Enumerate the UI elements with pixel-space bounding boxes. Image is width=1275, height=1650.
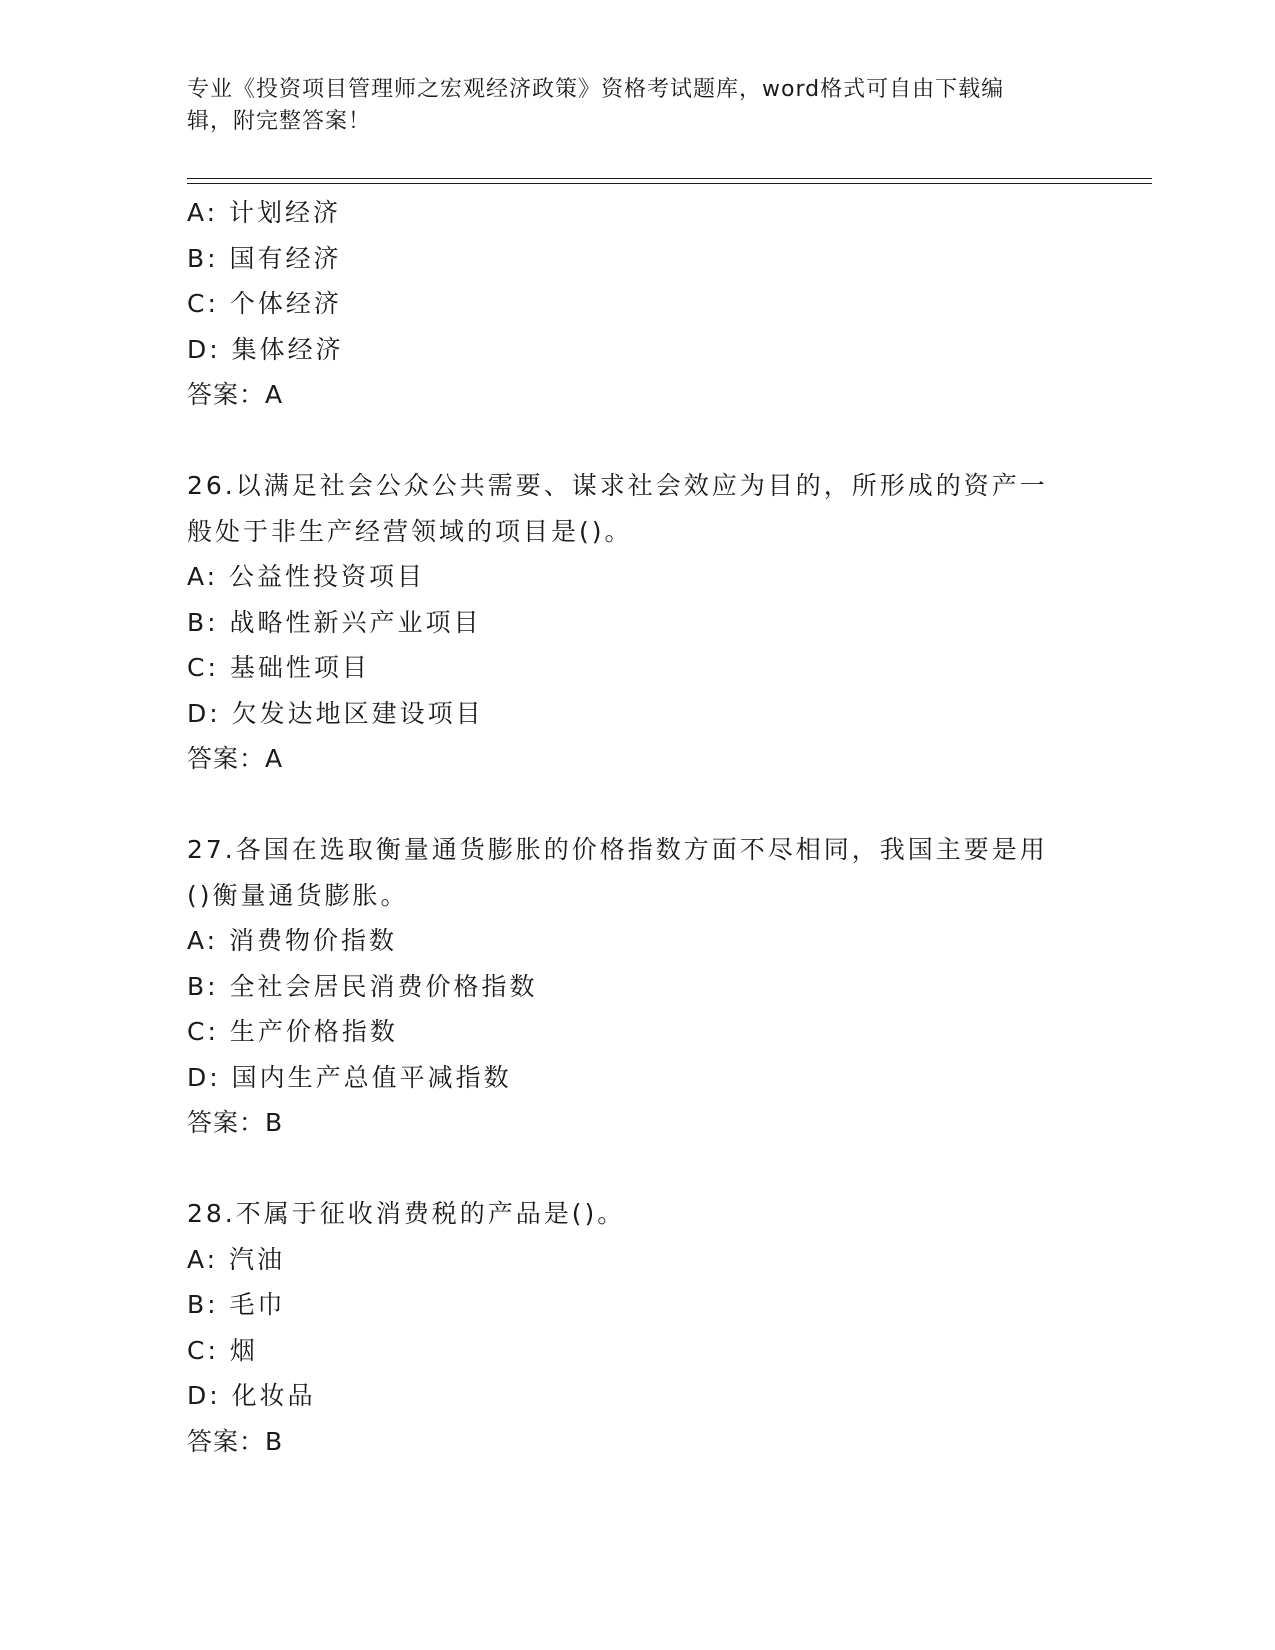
option-c: C: 个体经济	[187, 289, 342, 318]
question-27	[187, 827, 1087, 1146]
option-b: B: 全社会居民消费价格指数	[187, 971, 538, 1001]
question-text-line-1: 27.各国在选取衡量通货膨胀的价格指数方面不尽相同，我国主要是用	[187, 835, 1048, 864]
option-d: D: 欠发达地区建设项目	[187, 698, 484, 728]
question-text-line-1: 28.不属于征收消费税的产品是()。	[187, 1199, 626, 1228]
option-a: A: 汽油	[187, 1244, 286, 1274]
question-26	[187, 463, 1087, 782]
option-c: C: 生产价格指数	[187, 1017, 398, 1046]
answer-line: 答案：A	[187, 380, 284, 409]
option-b: B: 国有经济	[187, 243, 342, 273]
spacer	[187, 1146, 1087, 1192]
option-a: A: 计划经济	[187, 198, 342, 227]
spacer	[187, 418, 1087, 464]
answer-line: 答案：B	[187, 1108, 284, 1137]
header-line-1: 专业《投资项目管理师之宏观经济政策》资格考试题库，word格式可自由下载编	[187, 77, 1005, 102]
answer-line: 答案：B	[187, 1426, 284, 1456]
option-c: C: 基础性项目	[187, 653, 370, 682]
option-b: B: 战略性新兴产业项目	[187, 607, 482, 637]
question-list	[187, 190, 1087, 1464]
option-a: A: 消费物价指数	[187, 926, 398, 955]
option-a: A: 公益性投资项目	[187, 562, 426, 591]
question-28	[187, 1191, 1087, 1464]
spacer	[187, 782, 1087, 828]
header-divider-top	[187, 178, 1152, 179]
option-b: B: 毛巾	[187, 1290, 286, 1319]
document-header	[187, 74, 1087, 138]
question-text-line-2: ()衡量通货膨胀。	[187, 880, 409, 910]
option-c: C: 烟	[187, 1335, 258, 1365]
answer-line: 答案：A	[187, 744, 284, 773]
header-divider-bottom	[187, 183, 1152, 184]
option-d: D: 国内生产总值平减指数	[187, 1062, 512, 1092]
header-line-2: 辑，附完整答案！	[187, 109, 372, 134]
question-text-line-2: 般处于非生产经营领域的项目是()。	[187, 516, 633, 546]
question-25	[187, 190, 1087, 418]
option-d: D: 化妆品	[187, 1381, 316, 1410]
question-text-line-1: 26.以满足社会公众公共需要、谋求社会效应为目的，所形成的资产一	[187, 471, 1048, 500]
option-d: D: 集体经济	[187, 334, 344, 364]
